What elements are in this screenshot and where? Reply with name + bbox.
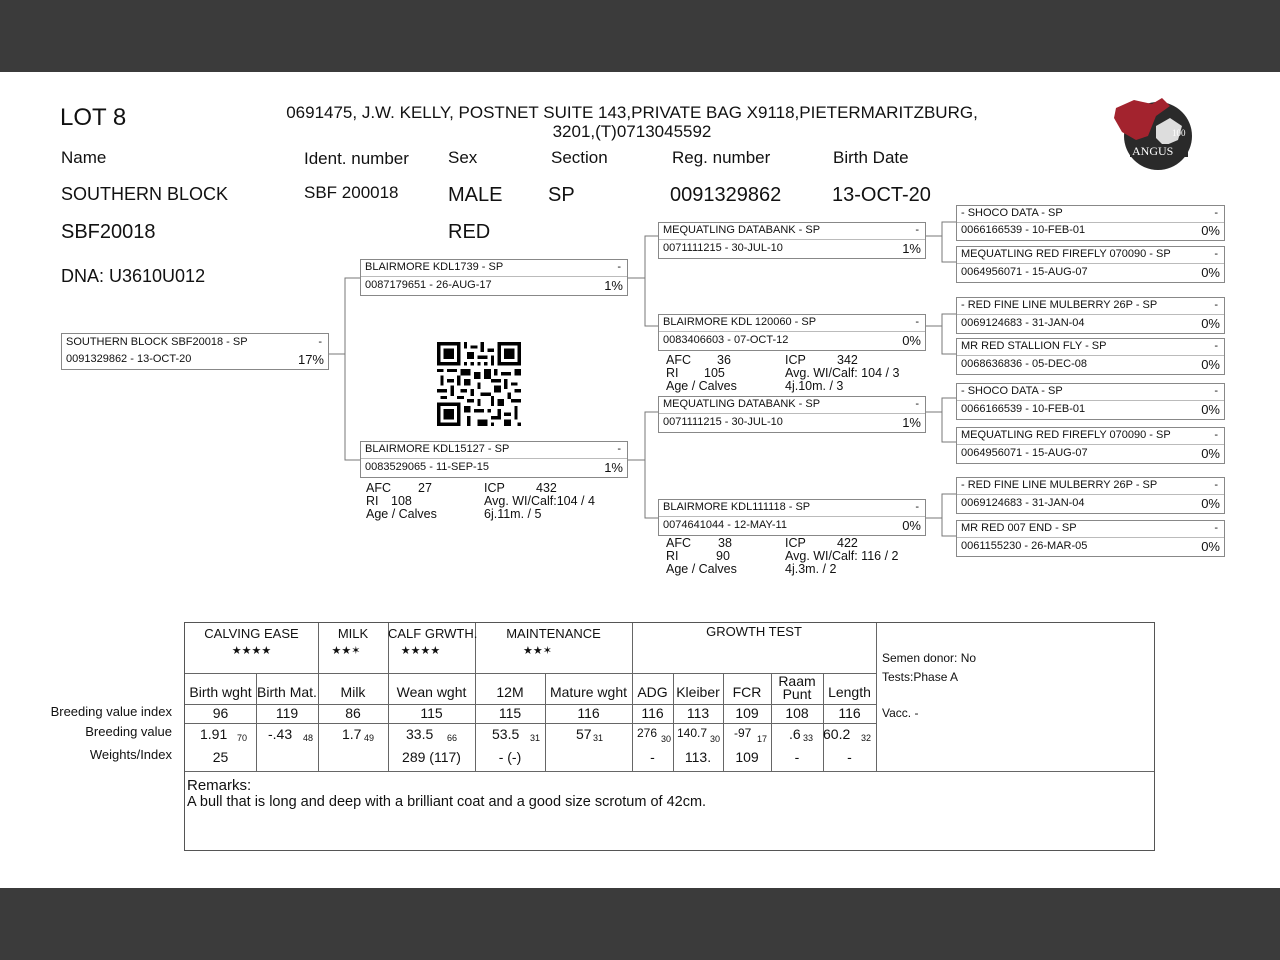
index-birth-wght: 96 bbox=[212, 705, 229, 721]
pedigree-reg: 0069124683 - 31-JAN-04 bbox=[961, 317, 1085, 329]
pedigree-dash: - bbox=[915, 501, 919, 513]
animal-reg: 0091329862 bbox=[670, 184, 782, 206]
pedigree-reg: 0083406603 - 07-OCT-12 bbox=[663, 334, 789, 346]
col-length: Length bbox=[828, 684, 871, 700]
weight-length: - bbox=[847, 749, 852, 765]
sire-dam-stats: AFC 36 ICP 342 RI 105 Avg. WI/Calf: 104 / 3 Age / Calves 4j.10m. / 3 bbox=[666, 353, 900, 393]
index-milk: 86 bbox=[345, 705, 361, 721]
group-calving-ease: CALVING EASE bbox=[204, 626, 299, 641]
index-mature-wght: 116 bbox=[577, 705, 600, 721]
pedigree-name: MEQUATLING RED FIREFLY 070090 - SP bbox=[961, 248, 1171, 260]
remarks-label: Remarks: bbox=[187, 777, 252, 794]
header-birth: Birth Date bbox=[833, 148, 909, 167]
animal-color: RED bbox=[448, 221, 491, 243]
dna-code: DNA: U3610U012 bbox=[61, 266, 206, 286]
pedigree-pct: 0% bbox=[1201, 357, 1220, 372]
pedigree-name: MR RED STALLION FLY - SP bbox=[961, 340, 1107, 352]
pedigree-pct: 0% bbox=[1201, 496, 1220, 511]
pedigree-box-dam-sire bbox=[658, 396, 926, 433]
pedigree-pct: 0% bbox=[1201, 446, 1220, 461]
pedigree-name: BLAIRMORE KDL111118 - SP bbox=[663, 501, 811, 513]
acc-mature-wght: 31 bbox=[593, 733, 604, 743]
acc-length: 32 bbox=[861, 733, 872, 743]
animal-section: SP bbox=[548, 184, 575, 206]
row-label-value: Breeding value bbox=[85, 724, 172, 739]
group-growth-test: GROWTH TEST bbox=[706, 624, 802, 639]
pedigree-pct: 1% bbox=[604, 460, 623, 475]
weight-fcr: 109 bbox=[735, 749, 759, 765]
index-adg: 116 bbox=[641, 705, 664, 721]
weight-wean-wght: 289 (117) bbox=[402, 749, 461, 765]
pedigree-dash: - bbox=[1214, 522, 1218, 534]
pedigree-box-sire-dam bbox=[658, 314, 926, 351]
pedigree-dash: - bbox=[1214, 479, 1218, 491]
vacc-info: Vacc. - bbox=[882, 706, 919, 720]
pedigree-dash: - bbox=[1214, 299, 1218, 311]
pedigree-box-dds bbox=[956, 477, 1225, 514]
lot-number: LOT 8 bbox=[60, 104, 127, 131]
value-mature-wght: 57 bbox=[576, 726, 592, 742]
acc-milk: 49 bbox=[364, 733, 375, 743]
weight-kleiber: 113. bbox=[684, 749, 712, 765]
col-fcr: FCR bbox=[732, 684, 762, 700]
animal-name: SOUTHERN BLOCK bbox=[61, 184, 229, 204]
animal-sex: MALE bbox=[448, 184, 503, 206]
pedigree-dash: - bbox=[617, 443, 621, 455]
index-12m: 115 bbox=[498, 705, 522, 721]
header-section: Section bbox=[551, 148, 608, 167]
acc-fcr: 17 bbox=[757, 734, 768, 744]
pedigree-reg: 0071111215 - 30-JUL-10 bbox=[663, 416, 783, 428]
pedigree-box-ddd bbox=[956, 520, 1225, 557]
svg-text:100: 100 bbox=[1172, 128, 1186, 138]
milk-stars: ★★✶ bbox=[331, 645, 361, 657]
pedigree-box-sss bbox=[956, 205, 1225, 241]
header-name: Name bbox=[61, 148, 107, 167]
col-wean-wght: Wean wght bbox=[396, 684, 467, 700]
tests-info: Tests:Phase A bbox=[882, 670, 959, 684]
pedigree-box-dam bbox=[360, 441, 628, 478]
pedigree-pct: 0% bbox=[1201, 539, 1220, 554]
remarks-text: A bull that is long and deep with a brilliant coat and a good size scrotum of 42cm. bbox=[187, 794, 707, 810]
pedigree-reg: 0066166539 - 10-FEB-01 bbox=[961, 403, 1086, 415]
pedigree-pct: 0% bbox=[1201, 265, 1220, 280]
qr-code[interactable] bbox=[436, 342, 522, 426]
pedigree-reg: 0087179651 - 26-AUG-17 bbox=[365, 279, 492, 291]
acc-12m: 31 bbox=[530, 733, 541, 743]
logo-text: ANGUS bbox=[1132, 144, 1174, 158]
pedigree-box-subject bbox=[61, 333, 329, 370]
pedigree-box-sds bbox=[956, 297, 1225, 334]
pedigree-pct: 0% bbox=[902, 518, 921, 533]
owner-line-2: 3201,(T)0713045592 bbox=[552, 122, 712, 141]
value-fcr: -97 bbox=[734, 726, 752, 740]
dam-dam-stats: AFC 38 ICP 422 RI 90 Avg. WI/Calf: 116 / 2 Age / Calves 4j.3m. / 2 bbox=[666, 536, 899, 576]
header-ident: Ident. number bbox=[304, 149, 409, 168]
pedigree-name: BLAIRMORE KDL15127 - SP bbox=[365, 443, 510, 455]
pedigree-reg: 0071111215 - 30-JUL-10 bbox=[663, 242, 783, 254]
pedigree-reg: 0083529065 - 11-SEP-15 bbox=[365, 461, 489, 473]
pedigree-reg: 0068636836 - 05-DEC-08 bbox=[961, 358, 1087, 370]
pedigree-reg: 0064956071 - 15-AUG-07 bbox=[961, 266, 1088, 278]
pedigree-box-dam-dam bbox=[658, 499, 926, 536]
col-kleiber: Kleiber bbox=[676, 684, 720, 700]
pedigree-box-dss bbox=[956, 383, 1225, 420]
pedigree-pct: 0% bbox=[1201, 316, 1220, 331]
value-kleiber: 140.7 bbox=[677, 726, 708, 740]
pedigree-dash: - bbox=[1214, 429, 1218, 441]
pedigree-reg: 0066166539 - 10-FEB-01 bbox=[961, 224, 1086, 236]
row-label-weights: Weights/Index bbox=[89, 747, 172, 762]
breeding-value-table bbox=[184, 622, 1155, 851]
pedigree-name: SOUTHERN BLOCK SBF20018 - SP bbox=[66, 336, 248, 348]
pedigree-reg: 0074641044 - 12-MAY-11 bbox=[663, 519, 787, 531]
value-birth-wght: 1.91 bbox=[200, 726, 228, 742]
header-reg: Reg. number bbox=[672, 148, 771, 167]
pedigree-reg: 0091329862 - 13-OCT-20 bbox=[66, 353, 192, 365]
value-adg: 276 bbox=[637, 726, 658, 740]
acc-raam-punt: 33 bbox=[803, 733, 814, 743]
weight-12m: - (-) bbox=[498, 749, 522, 765]
acc-wean-wght: 66 bbox=[447, 733, 458, 743]
pedigree-dash: - bbox=[1214, 248, 1218, 260]
pedigree-box-ssd bbox=[956, 246, 1225, 283]
index-raam-punt: 108 bbox=[785, 705, 809, 721]
acc-birth-mat: 48 bbox=[303, 733, 314, 743]
pedigree-name: MEQUATLING DATABANK - SP bbox=[663, 224, 821, 236]
pedigree-name: BLAIRMORE KDL 120060 - SP bbox=[663, 316, 817, 328]
maintenance-stars: ★★✶ bbox=[523, 645, 552, 657]
pedigree-name: - SHOCO DATA - SP bbox=[961, 385, 1063, 397]
index-fcr: 109 bbox=[735, 705, 759, 721]
dam-stats: AFC 27 ICP 432 RI 108 Avg. WI/Calf:104 / 4 Age / Calves 6j.11m. / 5 bbox=[366, 481, 595, 521]
pedigree-name: - SHOCO DATA - SP bbox=[961, 207, 1063, 219]
pedigree-box-sdd bbox=[956, 338, 1225, 375]
col-12m: 12M bbox=[496, 684, 524, 700]
col-mature-wght: Mature wght bbox=[549, 684, 628, 700]
acc-adg: 30 bbox=[661, 734, 672, 744]
animal-birth: 13-OCT-20 bbox=[832, 184, 931, 206]
pedigree-pct: 1% bbox=[902, 415, 921, 430]
group-maintenance: MAINTENANCE bbox=[506, 626, 601, 641]
pedigree-name: - RED FINE LINE MULBERRY 26P - SP bbox=[961, 479, 1158, 491]
col-birth-mat: Birth Mat. bbox=[257, 684, 317, 700]
pedigree-pct: 0% bbox=[1201, 223, 1220, 238]
acc-kleiber: 30 bbox=[710, 734, 721, 744]
pedigree-dash: - bbox=[318, 336, 322, 348]
pedigree-dash: - bbox=[915, 316, 919, 328]
row-label-index: Breeding value index bbox=[50, 704, 172, 719]
animal-ident: SBF 200018 bbox=[304, 183, 399, 202]
pedigree-dash: - bbox=[1214, 207, 1218, 219]
value-birth-mat: -.43 bbox=[268, 726, 293, 742]
index-birth-mat: 119 bbox=[275, 705, 299, 721]
value-raam-punt: .6 bbox=[789, 726, 801, 742]
pedigree-name: - RED FINE LINE MULBERRY 26P - SP bbox=[961, 299, 1158, 311]
pedigree-pct: 0% bbox=[902, 333, 921, 348]
col-milk: Milk bbox=[340, 684, 366, 700]
pedigree-dash: - bbox=[617, 261, 621, 273]
owner-line-1: 0691475, J.W. KELLY, POSTNET SUITE 143,PRIVATE BAG X9118,PIETERMARITZBURG, bbox=[286, 103, 978, 122]
calf-stars: ★★★★ bbox=[400, 645, 441, 657]
value-length: 60.2 bbox=[823, 726, 851, 742]
weight-birth-wght: 25 bbox=[212, 749, 229, 765]
pedigree-dash: - bbox=[915, 398, 919, 410]
index-kleiber: 113 bbox=[686, 705, 710, 721]
header-sex: Sex bbox=[448, 148, 478, 167]
pedigree-pct: 0% bbox=[1201, 402, 1220, 417]
calving-stars: ★★★★ bbox=[231, 645, 272, 657]
index-length: 116 bbox=[838, 705, 861, 721]
pedigree-box-dsd bbox=[956, 427, 1225, 464]
col-birth-wght: Birth wght bbox=[189, 684, 252, 700]
pedigree-dash: - bbox=[1214, 340, 1218, 352]
pedigree-name: MEQUATLING DATABANK - SP bbox=[663, 398, 821, 410]
col-adg: ADG bbox=[637, 684, 668, 700]
semen-donor: Semen donor: No bbox=[882, 651, 977, 665]
weight-raam-punt: - bbox=[794, 749, 800, 765]
value-milk: 1.7 bbox=[342, 726, 362, 742]
index-wean-wght: 115 bbox=[420, 705, 443, 721]
pedigree-box-sire bbox=[360, 259, 628, 296]
pedigree-dash: - bbox=[1214, 385, 1218, 397]
group-calf-growth: CALF GRWTH. bbox=[388, 626, 478, 641]
pedigree-name: MEQUATLING RED FIREFLY 070090 - SP bbox=[961, 429, 1171, 441]
group-milk: MILK bbox=[337, 626, 369, 641]
pedigree-pct: 1% bbox=[902, 241, 921, 256]
pedigree-reg: 0069124683 - 31-JAN-04 bbox=[961, 497, 1085, 509]
pedigree-pct: 1% bbox=[604, 278, 623, 293]
acc-birth-wght: 70 bbox=[237, 733, 248, 743]
pedigree-reg: 0061155230 - 26-MAR-05 bbox=[961, 540, 1088, 552]
value-12m: 53.5 bbox=[492, 726, 520, 742]
pedigree-name: BLAIRMORE KDL1739 - SP bbox=[365, 261, 504, 273]
weight-adg: - bbox=[650, 749, 655, 765]
pedigree-name: MR RED 007 END - SP bbox=[961, 522, 1077, 534]
pedigree-reg: 0064956071 - 15-AUG-07 bbox=[961, 447, 1088, 459]
pedigree-pct: 17% bbox=[297, 352, 324, 367]
col-raam-punt: Raam Punt bbox=[778, 673, 816, 702]
animal-tattoo: SBF20018 bbox=[61, 221, 156, 243]
value-wean-wght: 33.5 bbox=[406, 726, 434, 742]
pedigree-box-sire-sire bbox=[658, 222, 926, 259]
pedigree-dash: - bbox=[915, 224, 919, 236]
